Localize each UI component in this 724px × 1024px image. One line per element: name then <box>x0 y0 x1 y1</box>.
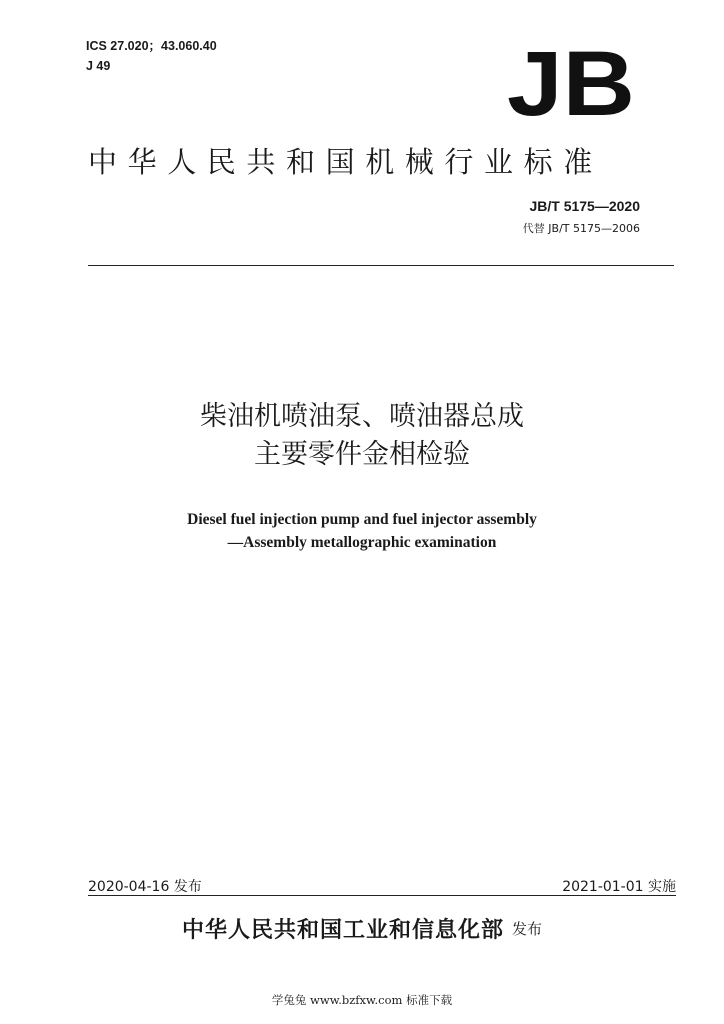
download-watermark: 学兔兔 www.bzfxw.com 标准下载 <box>271 993 453 1007</box>
chinese-title-line-2: 主要零件金相检验 <box>254 439 470 470</box>
chinese-title-line-1: 柴油机喷油泵、喷油器总成 <box>200 401 524 432</box>
standard-number: JB/T 5175—2020 <box>529 198 640 214</box>
ministry-standard-title: 中华人民共和国机械行业标准 <box>88 145 603 179</box>
publisher-suffix: 发布 <box>512 920 543 938</box>
classification-codes <box>86 36 217 76</box>
publisher-line <box>60 913 664 944</box>
footer-divider <box>88 895 676 896</box>
issue-date: 2020-04-16 发布 <box>88 879 202 895</box>
english-title-line-2: —Assembly metallographic examination <box>227 534 497 551</box>
ics-code: ICS 27.020；43.060.40 <box>86 39 217 53</box>
publisher-name: 中华人民共和国工业和信息化部 <box>181 918 504 943</box>
english-title <box>62 508 662 554</box>
jb-logo-text: JB <box>507 44 635 120</box>
jb-logo <box>505 44 637 120</box>
replaces-standard: 代替 JB/T 5175—2006 <box>522 222 640 235</box>
ccs-code: J 49 <box>86 59 111 73</box>
implementation-date: 2021-01-01 实施 <box>562 879 676 895</box>
chinese-title <box>62 398 662 474</box>
english-title-line-1: Diesel fuel injection pump and fuel injector assembly <box>187 511 537 528</box>
header-divider <box>88 265 674 266</box>
